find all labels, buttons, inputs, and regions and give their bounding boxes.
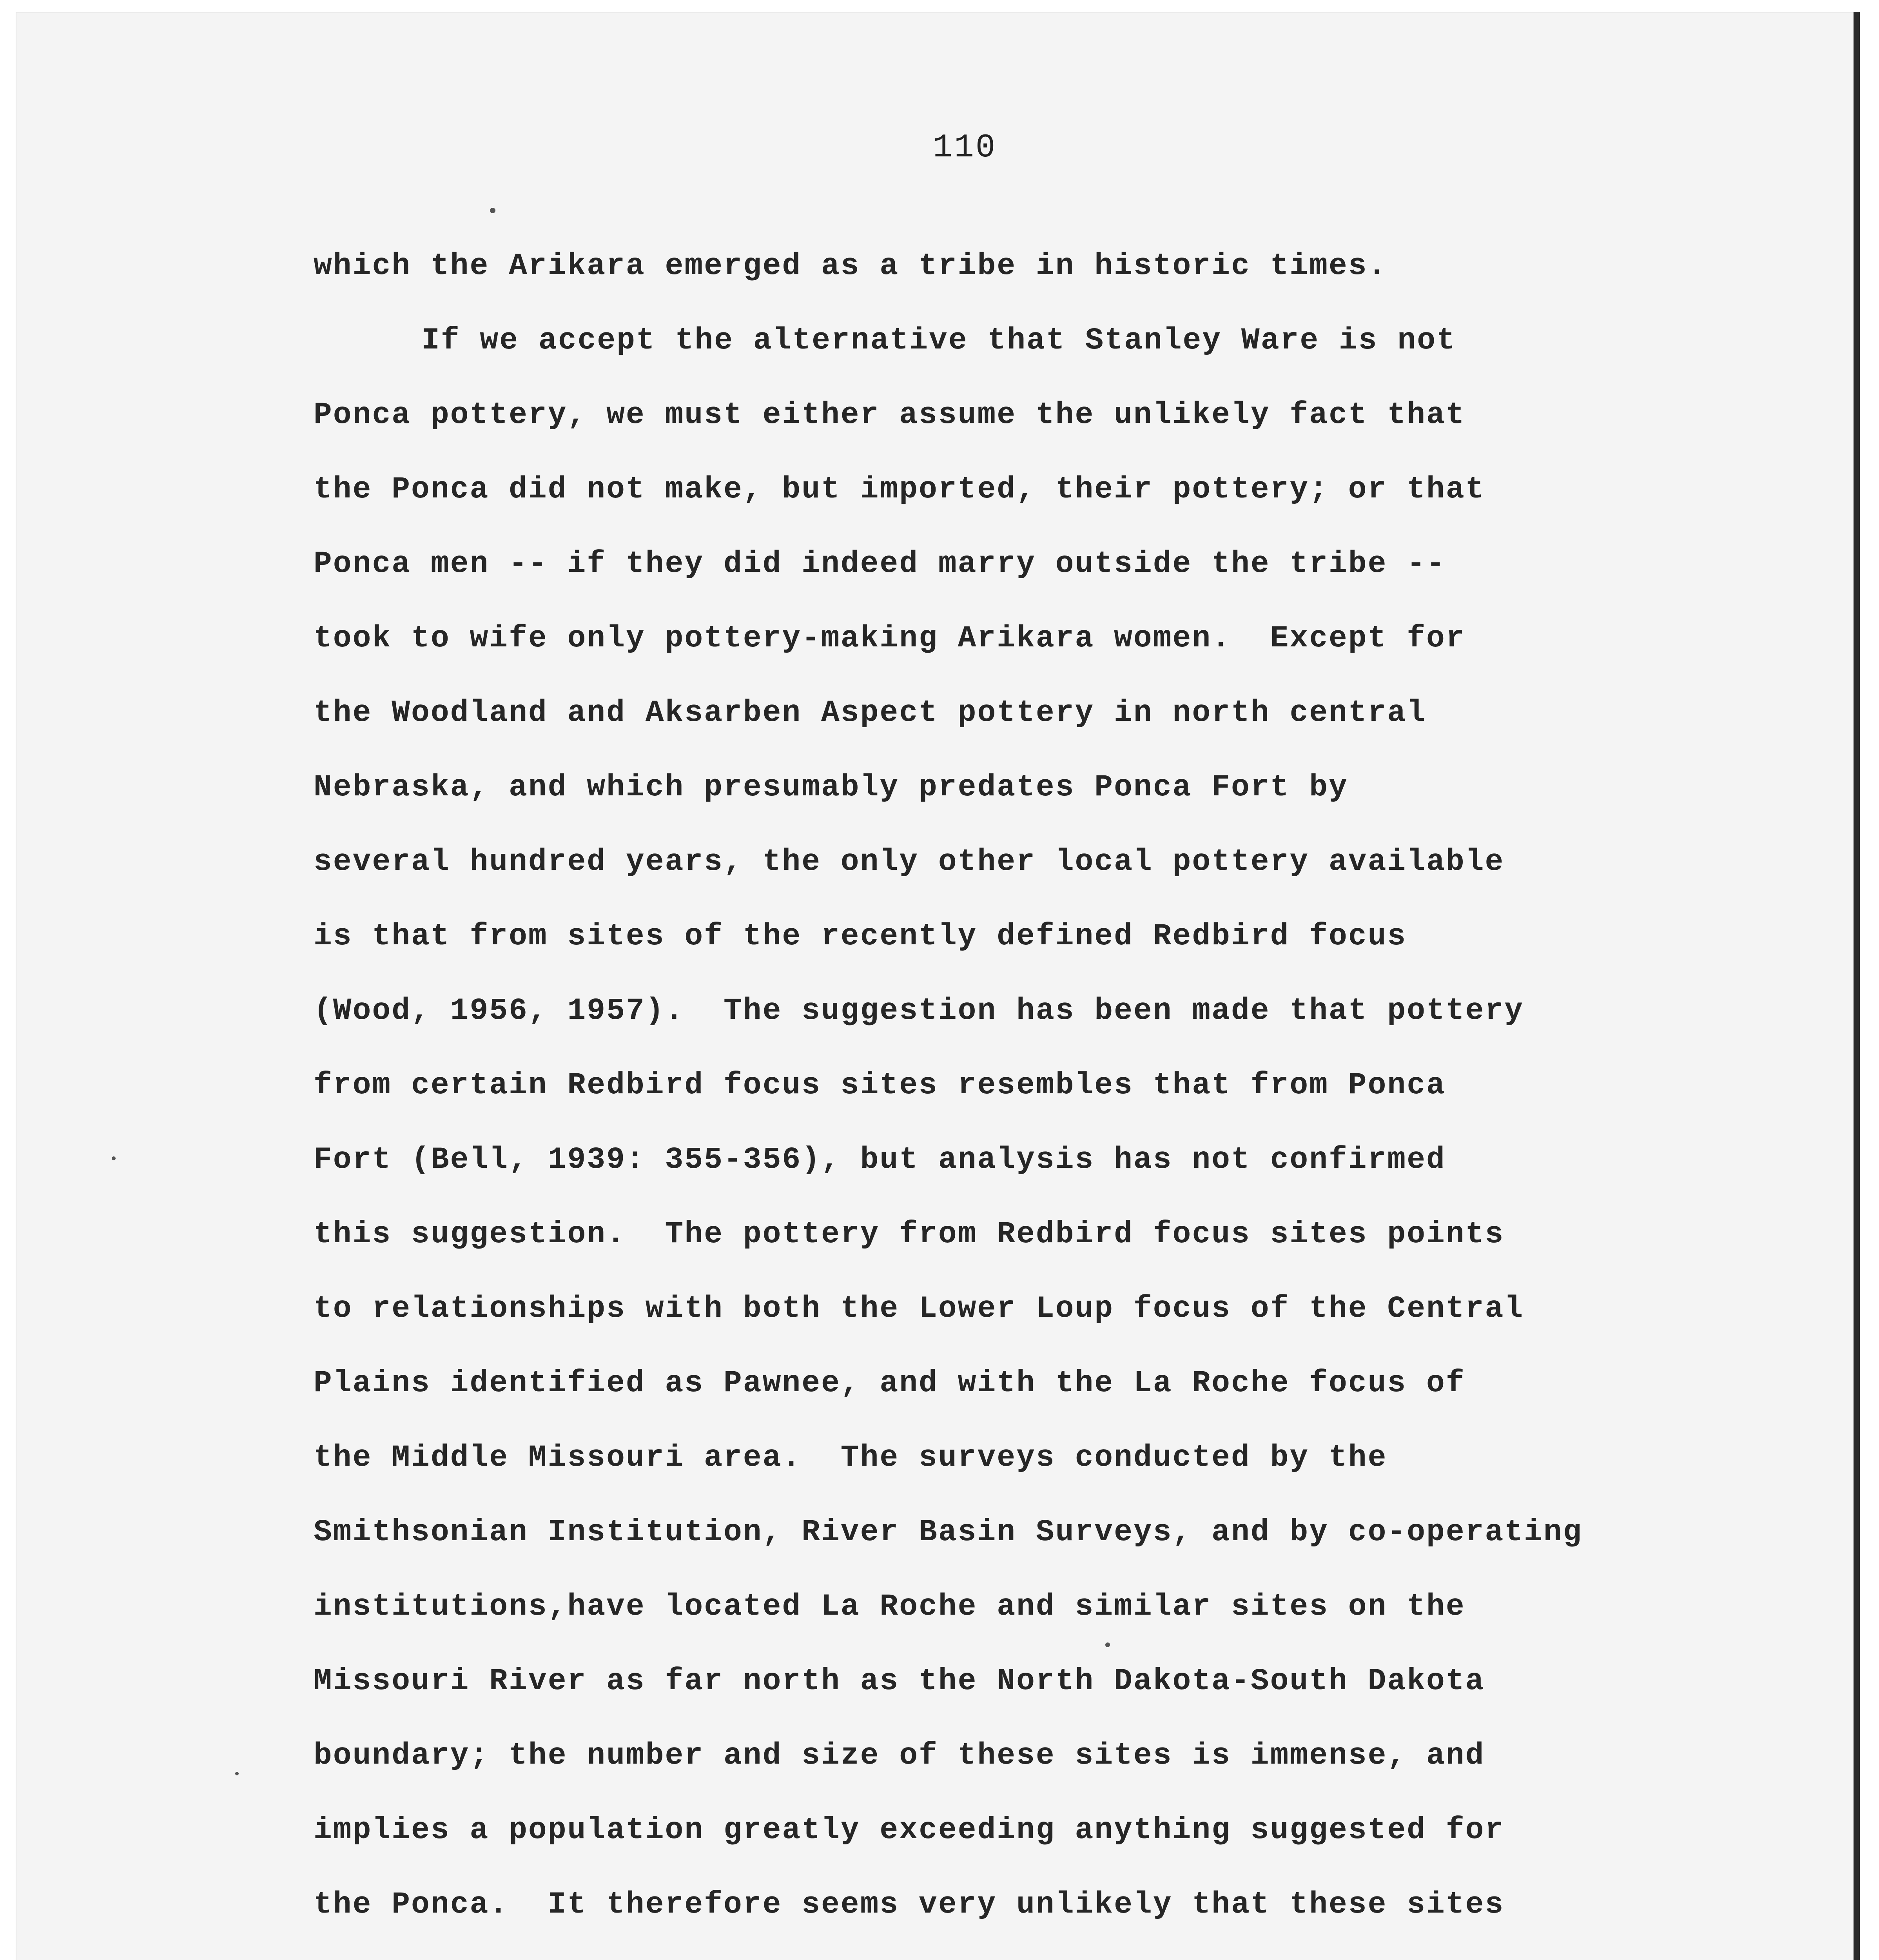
text-line: If we accept the alternative that Stanley Ware is not	[421, 323, 1456, 358]
text-line: to relationships with both the Lower Loup focus of the Central	[314, 1292, 1524, 1326]
text-line: the Middle Missouri area. The surveys conducted by the	[314, 1441, 1387, 1475]
text-line: is that from sites of the recently defined Redbird focus	[314, 919, 1407, 954]
text-line: implies a population greatly exceeding anything suggested for	[314, 1813, 1505, 1847]
text-line: the Ponca. It therefore seems very unlikely that these sites	[314, 1887, 1505, 1922]
scan-speck	[112, 1156, 116, 1160]
page-number: 110	[933, 129, 997, 167]
text-line: Smithsonian Institution, River Basin Surveys, and by co-operating	[314, 1515, 1583, 1550]
text-line: the Woodland and Aksarben Aspect pottery in north central	[314, 696, 1427, 730]
text-line: took to wife only pottery-making Arikara women. Except for	[314, 621, 1465, 656]
text-line: (Wood, 1956, 1957). The suggestion has been made that pottery	[314, 994, 1524, 1028]
text-line: Plains identified as Pawnee, and with the La Roche focus of	[314, 1366, 1465, 1401]
scan-speck	[235, 1772, 239, 1775]
text-line: Missouri River as far north as the North Dakota-South Dakota	[314, 1664, 1485, 1699]
text-line: Fort (Bell, 1939: 355-356), but analysis has not confirmed	[314, 1143, 1446, 1177]
text-line: boundary; the number and size of these sites is immense, and	[314, 1739, 1485, 1773]
scan-edge-shadow	[1854, 12, 1860, 1960]
text-line: institutions,have located La Roche and similar sites on the	[314, 1590, 1465, 1624]
document-page	[16, 12, 1860, 1960]
text-line: this suggestion. The pottery from Redbird focus sites points	[314, 1217, 1505, 1252]
text-line: which the Arikara emerged as a tribe in historic times.	[314, 249, 1387, 283]
text-line: Nebraska, and which presumably predates Ponca Fort by	[314, 770, 1348, 805]
text-line: several hundred years, the only other local pottery available	[314, 845, 1505, 879]
text-line: Ponca pottery, we must either assume the unlikely fact that	[314, 398, 1465, 432]
scan-speck	[490, 208, 495, 213]
text-line: from certain Redbird focus sites resembles that from Ponca	[314, 1068, 1446, 1103]
scan-speck	[1105, 1642, 1110, 1647]
text-line: the Ponca did not make, but imported, their pottery; or that	[314, 472, 1485, 507]
text-line: Ponca men -- if they did indeed marry outside the tribe --	[314, 547, 1446, 581]
